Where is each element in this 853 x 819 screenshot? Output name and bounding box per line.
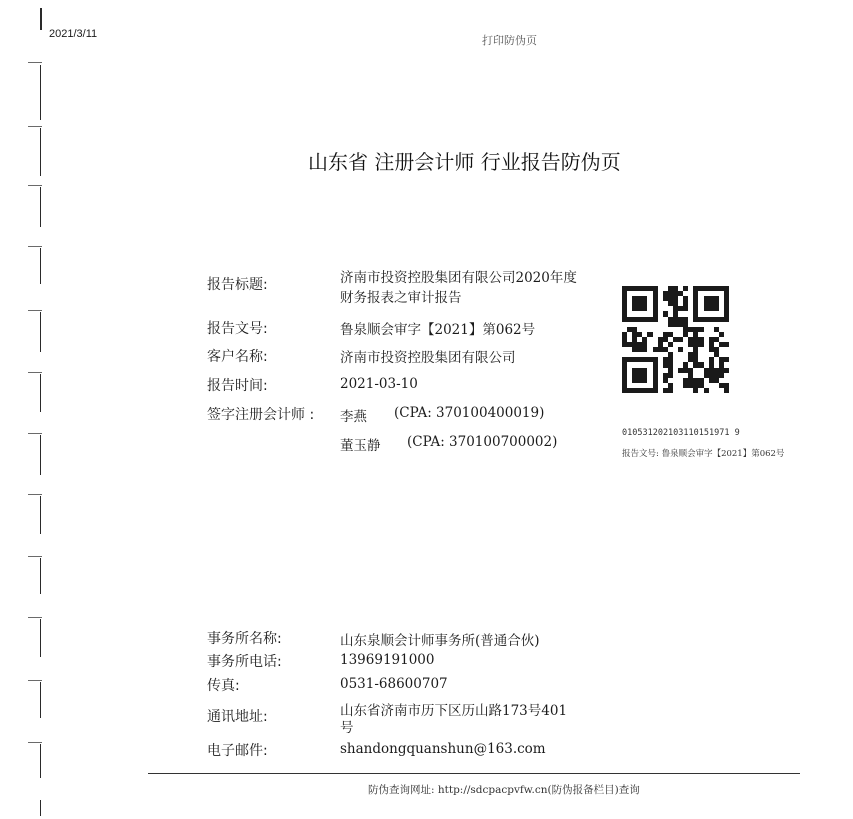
margin-mark <box>40 435 41 475</box>
print-caption: 打印防伪页 <box>482 34 537 47</box>
signer-cpa: (CPA: 370100400019) <box>394 405 545 421</box>
margin-mark <box>40 744 41 778</box>
report-time-label: 报告时间: <box>207 378 268 394</box>
firm-phone-value: 13969191000 <box>340 652 435 668</box>
margin-tick <box>28 494 42 495</box>
margin-mark <box>40 8 42 30</box>
report-title-line2: 财务报表之审计报告 <box>340 290 462 306</box>
page-title: 山东省 注册会计师 行业报告防伪页 <box>308 150 621 174</box>
margin-mark <box>40 682 41 718</box>
print-date: 2021/3/11 <box>49 28 98 40</box>
margin-mark <box>40 619 41 657</box>
margin-tick <box>28 617 42 618</box>
margin-tick <box>28 680 42 681</box>
verify-url-text: 防伪查询网址: http://sdcpacpvfw.cn(防伪报备栏目)查询 <box>368 784 640 796</box>
signer-name: 李燕 <box>340 409 367 425</box>
margin-mark <box>40 128 41 176</box>
fax-label: 传真: <box>207 678 240 694</box>
client-name-value: 济南市投资控股集团有限公司 <box>340 350 516 366</box>
qr-report-ref: 报告文号: 鲁泉顺会审字【2021】第062号 <box>622 449 785 459</box>
firm-phone-label: 事务所电话: <box>207 654 282 670</box>
margin-mark <box>40 187 41 227</box>
report-title-line1: 济南市投资控股集团有限公司2020年度 <box>340 270 577 286</box>
signer-name: 董玉静 <box>340 438 381 454</box>
address-label: 通讯地址: <box>207 709 268 725</box>
signer-label: 签字注册会计师 : <box>207 407 315 423</box>
qr-code-number: 010531202103110151971 9 <box>622 428 740 438</box>
client-name-label: 客户名称: <box>207 349 268 365</box>
margin-mark <box>40 496 41 534</box>
report-number-label: 报告文号: <box>207 321 268 337</box>
firm-name-value: 山东泉顺会计师事务所(普通合伙) <box>340 633 540 649</box>
report-time-value: 2021-03-10 <box>340 376 418 392</box>
margin-tick <box>28 556 42 557</box>
email-label: 电子邮件: <box>207 743 268 759</box>
margin-mark <box>40 65 41 120</box>
margin-mark <box>40 248 41 284</box>
margin-tick <box>28 62 42 63</box>
margin-tick <box>28 185 42 186</box>
margin-tick <box>28 433 42 434</box>
margin-tick <box>28 742 42 743</box>
address-line1: 山东省济南市历下区历山路173号401 <box>340 703 568 719</box>
margin-mark <box>40 558 41 594</box>
firm-name-label: 事务所名称: <box>207 631 282 647</box>
margin-tick <box>28 126 42 127</box>
signer-cpa: (CPA: 370100700002) <box>407 434 558 450</box>
margin-tick <box>28 310 42 311</box>
footer-divider <box>148 773 800 774</box>
email-value: shandongquanshun@163.com <box>340 741 546 757</box>
address-line2: 号 <box>340 720 354 736</box>
qr-code-icon <box>622 286 729 393</box>
margin-tick <box>28 372 42 373</box>
report-number-value: 鲁泉顺会审字【2021】第062号 <box>340 322 536 338</box>
margin-tick <box>28 246 42 247</box>
margin-mark <box>40 374 41 412</box>
margin-mark <box>40 800 41 816</box>
fax-value: 0531-68600707 <box>340 676 448 692</box>
margin-mark <box>40 312 41 352</box>
report-title-label: 报告标题: <box>207 277 268 293</box>
